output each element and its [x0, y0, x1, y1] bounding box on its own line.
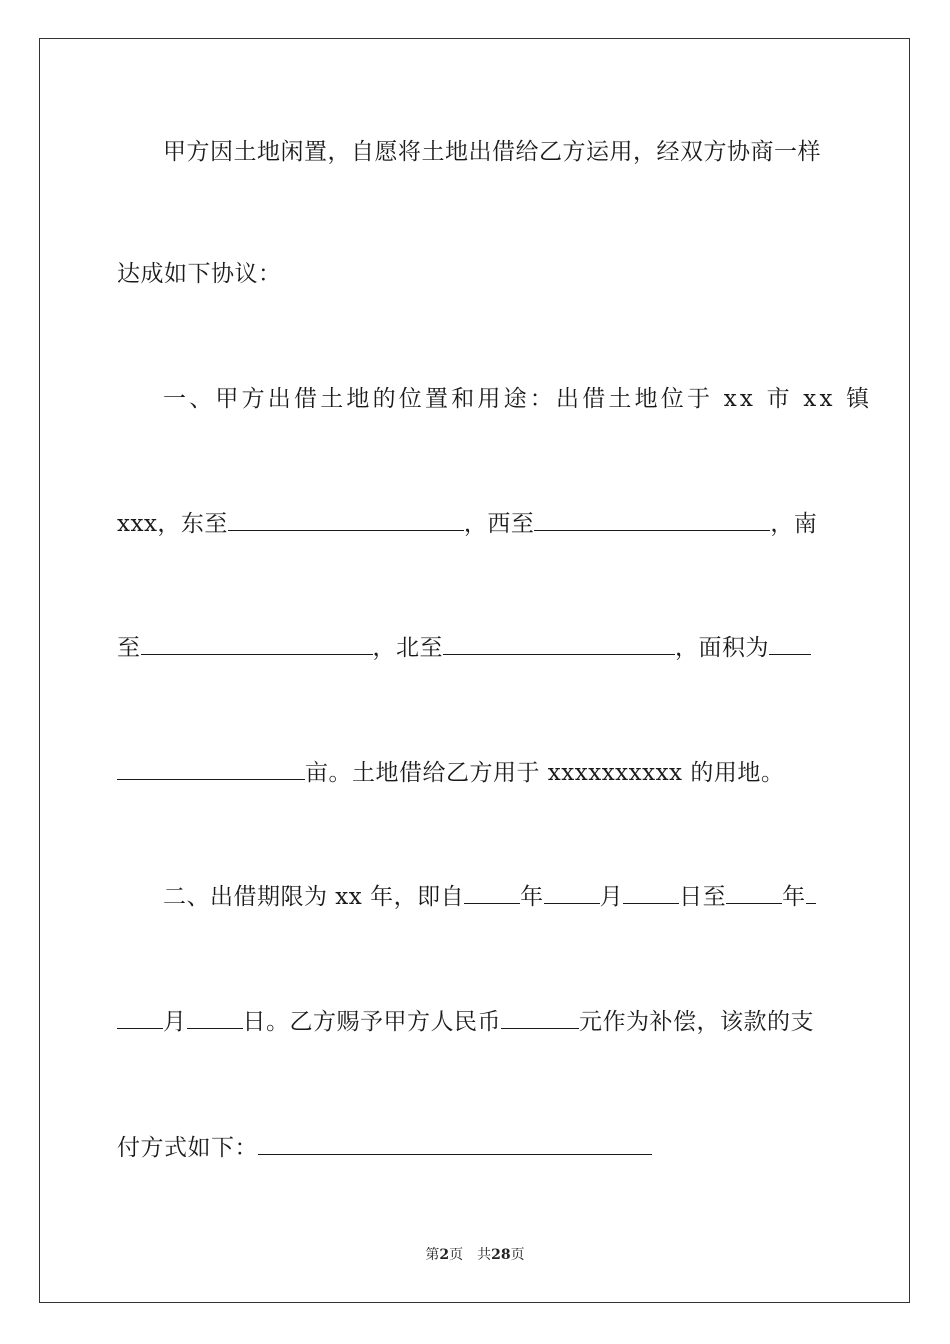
paragraph-intro-line-1	[163, 134, 833, 170]
text-segment: 达成如下协议：	[117, 261, 282, 287]
clause-2-line-3	[117, 1130, 833, 1166]
fill-blank-start-day[interactable]	[623, 881, 679, 904]
fill-blank-start-month[interactable]	[544, 881, 600, 904]
text-segment: xxx，东至	[117, 511, 228, 537]
text-segment: ，南	[770, 511, 818, 537]
fill-blank-east[interactable]	[228, 508, 464, 531]
footer-page-suffix: 页	[449, 1247, 464, 1263]
text-segment: ，面积为	[675, 635, 769, 661]
paragraph-intro-line-2	[117, 256, 833, 292]
fill-blank-end-month-start[interactable]	[806, 881, 816, 904]
clause-1-line-2	[117, 506, 833, 542]
text-segment: 日。乙方赐予甲方人民币	[242, 1009, 501, 1035]
fill-blank-end-month[interactable]	[117, 1006, 163, 1029]
fill-blank-area[interactable]	[117, 757, 305, 780]
text-segment: 付方式如下：	[117, 1135, 258, 1161]
page-footer	[0, 1245, 950, 1265]
text-segment: 二、出借期限为 xx 年，即自	[163, 884, 465, 910]
fill-blank-compensation-amount[interactable]	[501, 1006, 579, 1029]
text-segment: 亩。土地借给乙方用于 xxxxxxxxxx 的用地。	[305, 760, 785, 786]
fill-blank-end-year[interactable]	[726, 881, 782, 904]
text-segment: 月	[599, 884, 624, 910]
footer-total-pages: 28	[491, 1247, 511, 1263]
fill-blank-west[interactable]	[534, 508, 770, 531]
fill-blank-start-year[interactable]	[464, 881, 520, 904]
fill-blank-end-day[interactable]	[187, 1006, 243, 1029]
fill-blank-south[interactable]	[141, 632, 373, 655]
text-segment: ，西至	[463, 511, 535, 537]
footer-page-number: 2	[439, 1247, 450, 1263]
clause-2-line-2	[117, 1004, 833, 1040]
text-segment: 月	[163, 1009, 187, 1035]
text-segment: 至	[117, 635, 141, 661]
fill-blank-payment-method[interactable]	[258, 1132, 652, 1155]
fill-blank-area-start[interactable]	[769, 632, 811, 655]
fill-blank-north[interactable]	[443, 632, 675, 655]
text-segment: 日至	[679, 884, 727, 910]
footer-page-prefix: 第	[425, 1247, 440, 1263]
text-segment: 年	[782, 884, 806, 910]
footer-total-prefix: 共	[477, 1247, 492, 1263]
page-border	[39, 38, 910, 1303]
clause-1-line-4	[117, 755, 833, 791]
clause-1-line-3	[117, 630, 833, 666]
clause-2-line-1	[163, 879, 833, 915]
text-segment: 一、甲方出借土地的位置和用途：出借土地位于 xx 市 xx 镇	[163, 386, 873, 412]
clause-1-line-1	[163, 381, 873, 417]
footer-total-suffix: 页	[510, 1247, 525, 1263]
text-segment: ，北至	[372, 635, 443, 661]
text-segment: 甲方因土地闲置，自愿将土地出借给乙方运用，经双方协商一样	[163, 139, 821, 165]
text-segment: 年	[520, 884, 544, 910]
text-segment: 元作为补偿，该款的支	[579, 1009, 814, 1035]
